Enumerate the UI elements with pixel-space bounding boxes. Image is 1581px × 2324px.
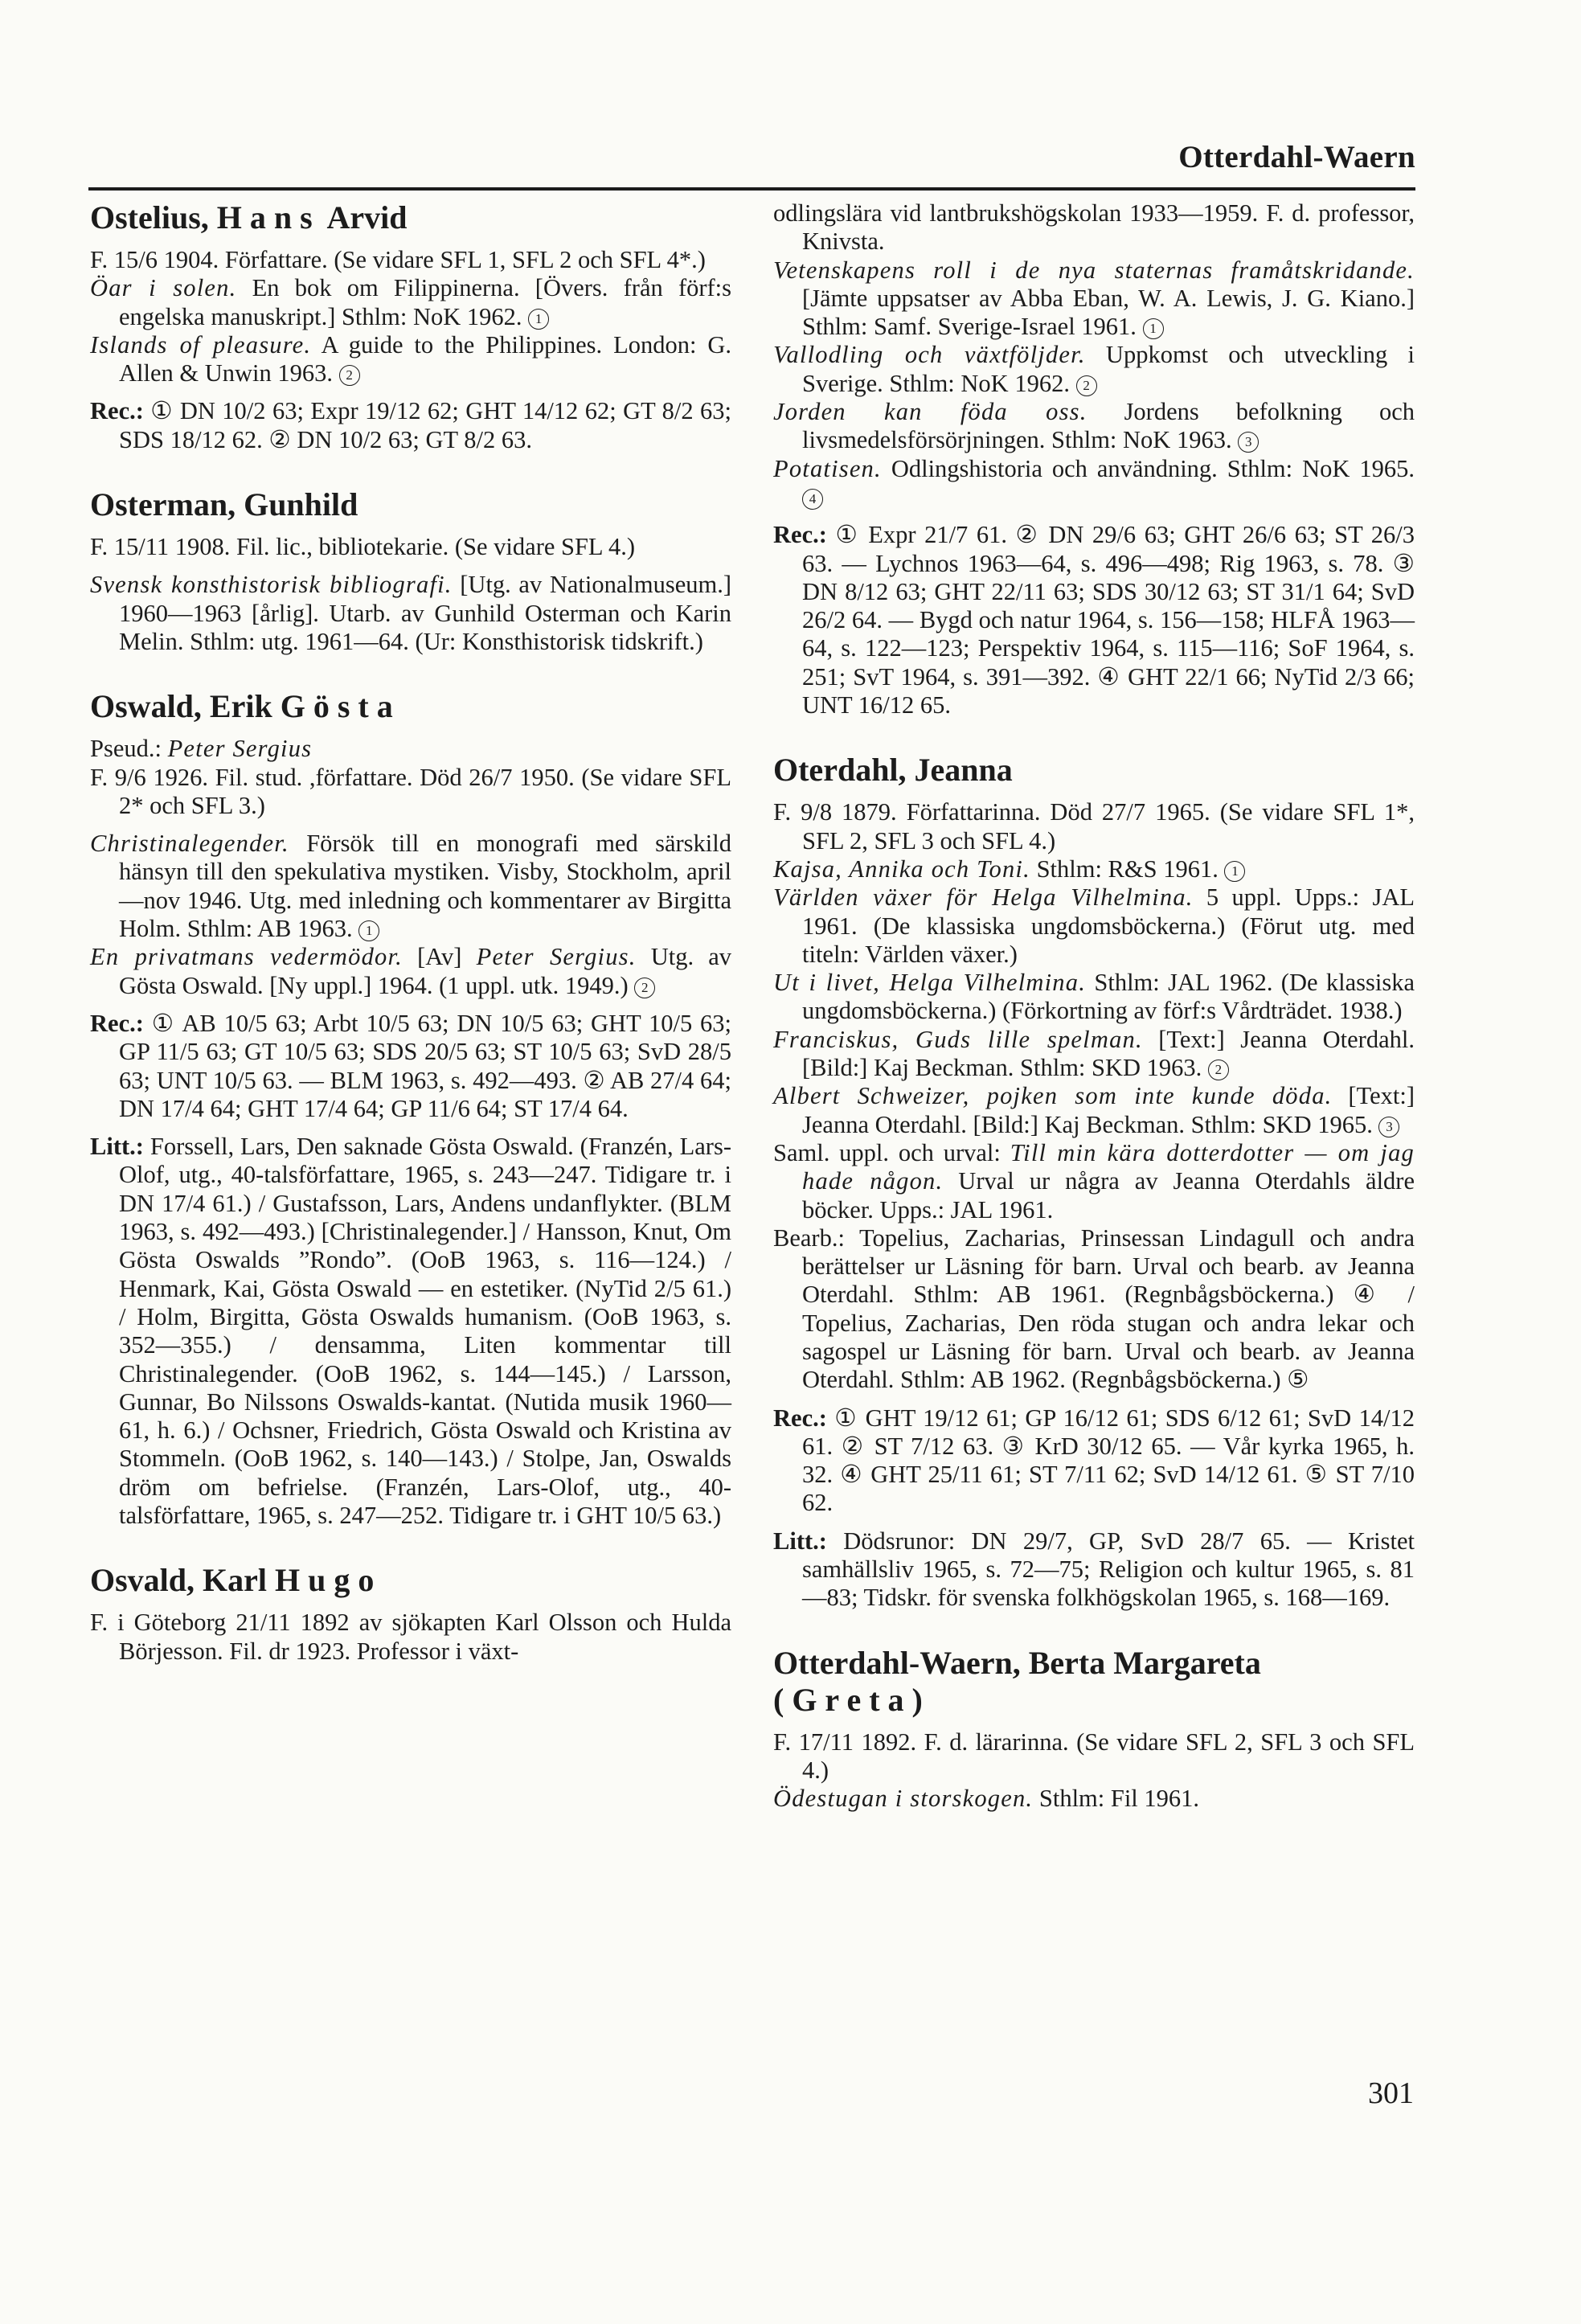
author-heading: Otterdahl-Waern, Berta Margareta (Greta): [773, 1644, 1261, 1718]
review-ref-marker: 2: [1208, 1060, 1229, 1080]
work-title: Världen växer för Helga Vilhelmina.: [773, 883, 1194, 912]
entry-paragraph: F. 9/8 1879. Författarinna. Död 27/7 1965. (Se vidare SFL 1*, SFL 2, SFL 3 och SFL 4.): [773, 798, 1415, 855]
pseudonym: Peter Sergius.: [476, 943, 637, 971]
work-title: Vallodling och växtföljder.: [773, 341, 1086, 369]
review-ref-marker: 1: [358, 920, 379, 941]
page-number: 301: [1368, 2076, 1414, 2110]
work-title: Peter Sergius: [167, 735, 313, 763]
entry-paragraph: Rec.: ① GHT 19/12 61; GP 16/12 61; SDS 6/12 61; SvD 14/12 61. ② ST 7/12 63. ③ KrD 30/12 65. — Vår kyrka 1965, h. 32. ④ GHT 25/11 61; ST 7/11 62; SvD 14/12 61. ⑤ ST 7/10 62.: [773, 1404, 1415, 1517]
author-heading: Oswald, Erik Gösta: [90, 688, 401, 725]
author-heading: Osterman, Gunhild: [90, 486, 358, 523]
author-given-name: Hugo: [275, 1562, 383, 1599]
entry-paragraph: Rec.: ① AB 10/5 63; Arbt 10/5 63; DN 10/5 63; GHT 10/5 63; GP 11/5 63; GT 10/5 63; SDS 20/5 63; ST 10/5 63; SvD 28/5 63; UNT 10/5 63. — BLM 1963, s. 492—493. ② AB 27/4 64; DN 17/4 64; GHT 17/4 64; GP 11/6 64; ST 17/4 64.: [90, 1009, 732, 1122]
author-heading: Oterdahl, Jeanna: [773, 752, 1013, 789]
section-label: Rec.:: [773, 521, 836, 549]
review-ref-marker: 2: [1076, 375, 1097, 396]
entry-paragraph: Ut i livet, Helga Vilhelmina. Sthlm: JAL 1962. (De klassiska ungdomsböckerna.) (Förkortning av förf:s Vårdträdet. 1938.): [773, 969, 1415, 1025]
entry-separator: [773, 719, 1415, 742]
work-title: Ödestugan i storskogen.: [773, 1785, 1034, 1813]
author-heading: Osvald, Karl Hugo: [90, 1562, 383, 1599]
review-ref-marker: 3: [1238, 432, 1259, 453]
author-given-name: Gösta: [280, 688, 401, 725]
entry-paragraph: Kajsa, Annika och Toni. Sthlm: R&S 1961. 1: [773, 855, 1415, 883]
entry-paragraph: Litt.: Forssell, Lars, Den saknade Gösta Oswald. (Franzén, Lars-Olof, utg., 40-talsförfattare, 1965, s. 243—247. Tidigare tr. i DN 17/4 61.) / Gustafsson, Lars, Andens undanflykter. (BLM 1963, s. 492—493.) [Christinalegender.] / Hansson, Knut, Om Gösta Oswalds ”Rondo”. (OoB 1963, s. 116—124.) / Henmark, Kai, Gösta Oswald — en estetiker. (NyTid 2/5 61.) / Holm, Birgitta, Gösta Oswalds humanism. (OoB 1963, s. 352—355.) / densamma, Liten kommentar till Christinalegender. (OoB 1962, s. 144—145.) / Larsson, Gunnar, Bo Nilssons Oswalds-kantat. (Nutida musik 1960—61, h. 6.) / Ochsner, Friedrich, Gösta Oswald och Kristina av Stommeln. (OoB 1962, s. 140—143.) / Stolpe, Jan, Oswalds dröm om befrielse. (Franzén, Lars-Olof, utg., 40-talsförfattare, 1965, s. 247—252. Tidigare tr. i GHT 10/5 63.): [90, 1133, 731, 1529]
entry-paragraph: Öar i solen. En bok om Filippinerna. [Övers. från förf:s engelska manuskript.] Sthlm: NoK 1962. 1: [90, 274, 732, 330]
right-column: [773, 199, 1415, 1814]
entry-paragraph: F. 15/11 1908. Fil. lic., bibliotekarie. (Se vidare SFL 4.): [90, 533, 636, 561]
entry-paragraph: Jorden kan föda oss. Jordens befolkning och livsmedelsförsörjningen. Sthlm: NoK 1963. 3: [773, 398, 1415, 454]
left-column: [90, 199, 731, 1666]
entry-paragraph: Franciskus, Guds lille spelman. [Text:] Jeanna Oterdahl. [Bild:] Kaj Beckman. Sthlm: SKD 1963. 2: [773, 1025, 1415, 1082]
entry-separator: [90, 454, 731, 477]
review-ref-marker: 2: [634, 978, 655, 998]
entry-paragraph: odlingslära vid lantbrukshögskolan 1933—1959. F. d. professor, Knivsta.: [773, 199, 1415, 256]
work-title: Franciskus, Guds lille spelman.: [773, 1025, 1143, 1053]
work-title: En privatmans vedermödor.: [90, 943, 403, 971]
entry-paragraph: Saml. uppl. och urval: Till min kära dotterdotter — om jag hade någon. Urval ur några av Jeanna Oterdahls äldre böcker. Upps.: JAL 1961.: [773, 1138, 1415, 1223]
entry-paragraph: Världen växer för Helga Vilhelmina. 5 uppl. Upps.: JAL 1961. (De klassiska ungdomsböckerna.) (Förut utg. med titeln: Världen växer.): [773, 883, 1415, 968]
entry-paragraph: F. 9/6 1926. Fil. stud. ,författare. Död 26/7 1950. (Se vidare SFL 2* och SFL 3.): [90, 763, 731, 819]
author-heading: Ostelius, Hans Arvid: [90, 199, 408, 236]
section-label: Rec.:: [90, 397, 151, 425]
section-label: Litt.:: [90, 1133, 150, 1161]
entry-paragraph: Ödestugan i storskogen. Sthlm: Fil 1961.: [773, 1785, 1200, 1813]
entry-paragraph: Vallodling och växtföljder. Uppkomst och utveckling i Sverige. Sthlm: NoK 1962. 2: [773, 341, 1415, 397]
author-given-name: (Greta): [773, 1681, 931, 1718]
entry-paragraph: Albert Schweizer, pojken som inte kunde döda. [Text:] Jeanna Oterdahl. [Bild:] Kaj Beckman. Sthlm: SKD 1965. 3: [773, 1082, 1415, 1138]
entry-paragraph: F. 17/11 1892. F. d. lärarinna. (Se vidare SFL 2, SFL 3 och SFL 4.): [773, 1728, 1415, 1784]
work-title: Vetenskapens roll i de nya staternas framåtskridande.: [773, 256, 1415, 284]
entry-paragraph: F. 15/6 1904. Författare. (Se vidare SFL 1, SFL 2 och SFL 4*.): [90, 246, 706, 273]
entry-paragraph: En privatmans vedermödor. [Av] Peter Sergius. Utg. av Gösta Oswald. [Ny uppl.] 1964. (1 uppl. utk. 1949.) 2: [90, 943, 732, 999]
work-title: Kajsa, Annika och Toni.: [773, 855, 1030, 883]
work-title: Till min kära dotterdotter — om jag hade någon.: [802, 1138, 1415, 1195]
work-title: Jorden kan föda oss.: [773, 398, 1087, 426]
entry-paragraph: Svensk konsthistorisk bibliografi. [Utg. av Nationalmuseum.] 1960—1963 [årlig]. Utarb. av Gunhild Osterman och Karin Melin. Sthlm: utg. 1961—64. (Ur: Konsthistorisk tidskrift.): [90, 571, 732, 655]
entry-paragraph: Litt.: Dödsrunor: DN 29/7, GP, SvD 28/7 65. — Kristet samhällsliv 1965, s. 72—75; Religion och kultur 1965, s. 81—83; Tidskr. för svenska folkhögskolan 1965, s. 168—169.: [773, 1527, 1415, 1612]
entry-paragraph: Christinalegender. Försök till en monografi med särskild hänsyn till den spekulativa mystiken. Visby, Stockholm, april—nov 1946. Utg. med inledning och kommentarer av Birgitta Holm. Sthlm: AB 1963. 1: [90, 830, 731, 943]
work-title: Potatisen.: [773, 454, 882, 482]
work-title: Ut i livet, Helga Vilhelmina.: [773, 969, 1087, 997]
review-ref-marker: 2: [339, 365, 360, 386]
work-title: Albert Schweizer, pojken som inte kunde döda.: [773, 1082, 1333, 1110]
entry-paragraph: Bearb.: Topelius, Zacharias, Prinsessan Lindagull och andra berättelser ur Läsning för barn. Urval och bearb. av Jeanna Oterdahl. Sthlm: AB 1961. (Regnbågsböckerna.) ④ / Topelius, Zacharias, Den röda stugan och andra lekar och sagospel ur Läsning för barn. Urval och bearb. av Jeanna Oterdahl. Sthlm: AB 1962. (Regnbågsböckerna.) ⑤: [773, 1223, 1415, 1394]
entry-paragraph: Pseud.: Peter Sergius: [90, 735, 313, 763]
entry-separator: [90, 656, 731, 678]
section-label: Rec.:: [773, 1404, 835, 1432]
author-given-name: Hans: [216, 199, 321, 236]
work-title: Islands of pleasure.: [90, 330, 312, 359]
entry-paragraph: F. i Göteborg 21/11 1892 av sjökapten Karl Olsson och Hulda Börjesson. Fil. dr 1923. Professor i växt-: [90, 1609, 731, 1665]
review-ref-marker: 1: [528, 309, 549, 330]
running-header: Otterdahl-Waern: [1178, 140, 1415, 174]
review-ref-marker: 3: [1378, 1117, 1399, 1137]
entry-paragraph: Vetenskapens roll i de nya staternas framåtskridande. [Jämte uppsatser av Abba Eban, W. A. Lewis, J. G. Kiano.] Sthlm: Samf. Sverige-Israel 1961. 1: [773, 256, 1415, 341]
section-label: Litt.:: [773, 1527, 844, 1555]
review-ref-marker: 1: [1224, 861, 1245, 882]
entry-paragraph: Rec.: ① Expr 21/7 61. ② DN 29/6 63; GHT 26/6 63; ST 26/3 63. — Lychnos 1963—64, s. 496—498; Rig 1963, s. 78. ③ DN 8/12 63; GHT 22/11 63; SDS 30/12 63; ST 31/1 64; SvD 26/2 64. — Bygd och natur 1964, s. 156—158; HLFÅ 1963—64, s. 122—123; Perspektiv 1964, s. 115—116; SoF 1964, s. 251; SvT 1964, s. 391—392. ④ GHT 22/1 66; NyTid 2/3 66; UNT 16/12 65.: [773, 521, 1415, 719]
entry-separator: [90, 1530, 731, 1552]
entry-paragraph: Potatisen. Odlingshistoria och användning. Sthlm: NoK 1965. 4: [773, 455, 1415, 512]
review-ref-marker: 4: [802, 489, 823, 510]
review-ref-marker: 1: [1143, 318, 1164, 339]
work-title: Öar i solen.: [90, 274, 237, 302]
work-title: Svensk konsthistorisk bibliografi.: [90, 571, 453, 599]
section-label: Rec.:: [90, 1009, 152, 1037]
entry-paragraph: Islands of pleasure. A guide to the Philippines. London: G. Allen & Unwin 1963. 2: [90, 330, 732, 387]
entry-paragraph: Rec.: ① DN 10/2 63; Expr 19/12 62; GHT 14/12 62; GT 8/2 63; SDS 18/12 62. ② DN 10/2 63; GT 8/2 63.: [90, 397, 731, 453]
entry-separator: [773, 1613, 1415, 1635]
header-rule: [88, 187, 1415, 191]
work-title: Christinalegender.: [90, 830, 289, 858]
